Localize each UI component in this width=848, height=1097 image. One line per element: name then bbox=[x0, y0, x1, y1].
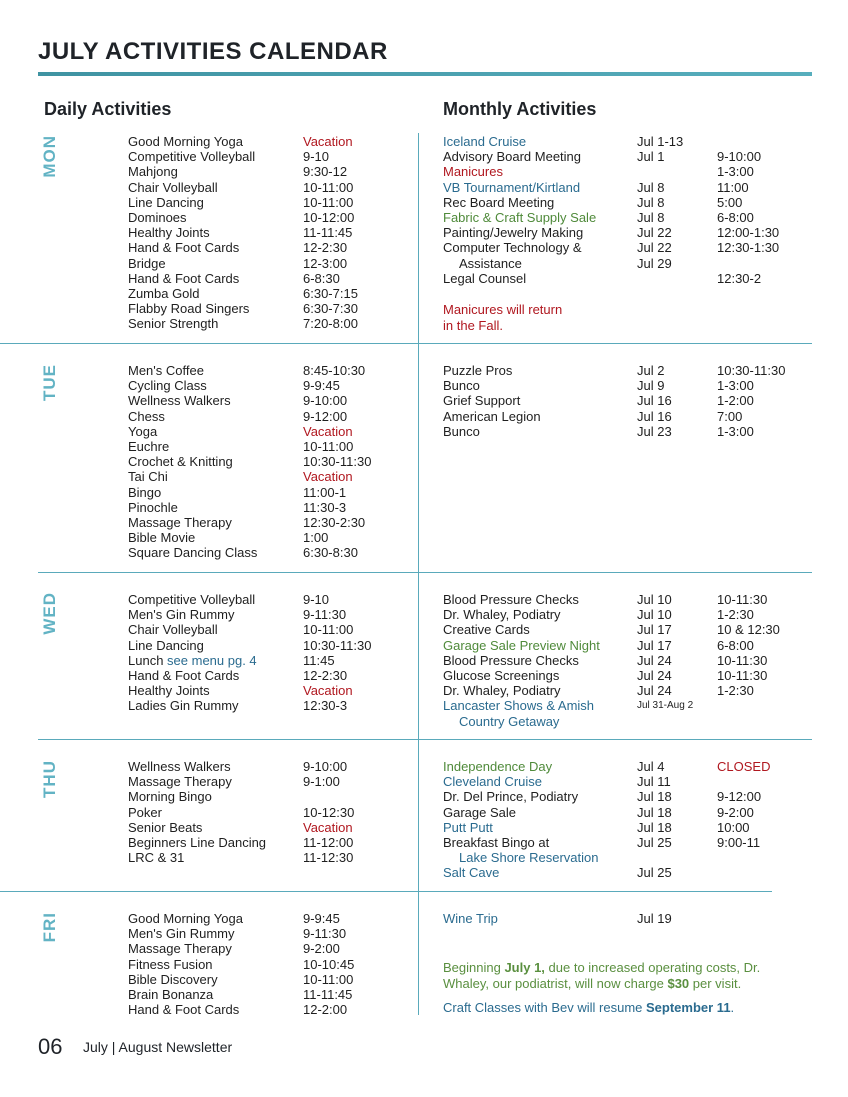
activity-name-text: Grief Support bbox=[443, 393, 521, 409]
activity-name bbox=[443, 759, 552, 774]
activity-time: 10-11:30 bbox=[717, 667, 768, 683]
activity-name-text: Bible Discovery bbox=[128, 971, 218, 987]
activity-name-text: Pinochle bbox=[128, 499, 178, 515]
activity-time: 10-11:00 bbox=[303, 438, 354, 454]
activity-name bbox=[128, 134, 243, 149]
activity-name-text: Dr. Whaley, Podiatry bbox=[443, 683, 561, 699]
activity-date: Jul 18 bbox=[637, 819, 672, 835]
column-divider bbox=[418, 133, 419, 1015]
activity-time: 8:45-10:30 bbox=[303, 363, 366, 378]
activity-name-text: Chair Volleyball bbox=[128, 179, 218, 195]
activity-name-text: Hand & Foot Cards bbox=[128, 270, 240, 286]
activity-time: 9-11:30 bbox=[303, 926, 347, 942]
activity-time: 10-12:00 bbox=[303, 209, 355, 225]
manicures-note-line2: in the Fall. bbox=[443, 318, 503, 333]
activity-date: Jul 11 bbox=[637, 774, 671, 790]
activity-name bbox=[128, 911, 243, 926]
activity-time: 12:30-1:30 bbox=[717, 240, 780, 256]
activity-name-text: Massage Therapy bbox=[128, 774, 232, 790]
activity-time: 12:30-2:30 bbox=[303, 514, 366, 530]
activity-name bbox=[128, 424, 157, 439]
activity-date: Jul 24 bbox=[637, 667, 672, 683]
activity-name bbox=[443, 668, 559, 683]
activity-name bbox=[128, 225, 210, 240]
day-label-mon: MON bbox=[40, 135, 59, 178]
activity-time: 9:30-12 bbox=[303, 164, 348, 180]
activity-name-text: Square Dancing Class bbox=[128, 545, 258, 561]
activity-name-text: Wine Trip bbox=[443, 911, 498, 926]
activity-name bbox=[128, 698, 239, 713]
activity-name-text: Zumba Gold bbox=[128, 285, 200, 301]
activity-name-text: Iceland Cruise bbox=[443, 134, 527, 149]
activity-time: 9-1:00 bbox=[303, 774, 340, 790]
activity-name-text: Glucose Screenings bbox=[443, 667, 560, 683]
activity-name bbox=[128, 835, 266, 850]
activity-name-text: Competitive Volleyball bbox=[128, 592, 256, 607]
activity-name bbox=[443, 622, 530, 637]
activity-name bbox=[128, 820, 202, 835]
activity-name bbox=[128, 941, 232, 956]
activity-name-text: Men's Gin Rummy bbox=[128, 926, 235, 942]
activity-name bbox=[128, 774, 232, 789]
activity-time: 10:00 bbox=[717, 819, 750, 835]
section-divider-mon-tue bbox=[0, 343, 812, 344]
page-number: 06 bbox=[38, 1034, 63, 1059]
activity-name bbox=[128, 469, 168, 484]
activity-time: 10 & 12:30 bbox=[717, 622, 780, 638]
activity-name bbox=[128, 1002, 239, 1017]
activity-date: Jul 25 bbox=[637, 834, 672, 850]
activity-name bbox=[443, 805, 516, 820]
activity-name bbox=[443, 225, 583, 240]
activity-date: Jul 1-13 bbox=[637, 134, 684, 149]
activity-name-text: Wellness Walkers bbox=[128, 759, 231, 774]
activity-time: 6:30-7:15 bbox=[303, 285, 358, 301]
activity-name bbox=[128, 805, 162, 820]
activity-name-text: VB Tournament/Kirtland bbox=[443, 179, 581, 195]
activity-date: Jul 10 bbox=[637, 607, 672, 623]
activity-name bbox=[128, 439, 169, 454]
activity-name bbox=[443, 683, 561, 698]
activity-name bbox=[443, 835, 549, 850]
activity-name bbox=[128, 149, 255, 164]
craft-classes-note bbox=[443, 1000, 803, 1016]
activity-date: Jul 8 bbox=[637, 179, 665, 195]
page-title: JULY ACTIVITIES CALENDAR bbox=[38, 38, 388, 65]
activity-name bbox=[443, 409, 541, 424]
activity-time: 11:00-1 bbox=[303, 484, 347, 500]
activity-name bbox=[128, 286, 200, 301]
activity-date: Jul 22 bbox=[637, 240, 672, 256]
activity-time: 12-2:30 bbox=[303, 240, 348, 256]
activity-name bbox=[128, 668, 239, 683]
activity-name bbox=[128, 454, 233, 469]
activity-name-text: Good Morning Yoga bbox=[128, 911, 243, 926]
activity-time: 6-8:00 bbox=[717, 637, 754, 653]
podiatry-note-text-1: Beginning bbox=[443, 960, 505, 975]
activity-name-text: Bible Movie bbox=[128, 530, 196, 546]
activity-name-text: Healthy Joints bbox=[128, 683, 210, 699]
activity-name bbox=[443, 256, 522, 271]
activity-name-text: Salt Cave bbox=[443, 865, 500, 881]
activity-name-text: Flabby Road Singers bbox=[128, 301, 250, 317]
activity-time: Vacation bbox=[303, 134, 353, 149]
activity-name bbox=[128, 638, 204, 653]
activity-name-text: Lancaster Shows & Amish bbox=[443, 698, 595, 714]
activity-name-text: Blood Pressure Checks bbox=[443, 652, 579, 668]
activity-date: Jul 16 bbox=[637, 408, 672, 424]
activity-name-text: Beginners Line Dancing bbox=[128, 834, 267, 850]
podiatry-note-date: July 1, bbox=[504, 960, 545, 975]
activity-time: 9-11:30 bbox=[303, 607, 347, 623]
activity-name-text: Fitness Fusion bbox=[128, 956, 213, 972]
manicures-note bbox=[443, 302, 562, 334]
activity-name bbox=[443, 271, 526, 286]
activity-name-text: Senior Beats bbox=[128, 819, 203, 835]
activity-name-text: Line Dancing bbox=[128, 194, 204, 210]
activity-name-text: Bunco bbox=[443, 378, 480, 394]
podiatry-note-text-3: per visit. bbox=[689, 976, 742, 991]
activity-time: 9:00-11 bbox=[717, 834, 761, 850]
activity-name-text: Healthy Joints bbox=[128, 225, 210, 241]
activity-time: 10-11:00 bbox=[303, 971, 354, 987]
activity-name bbox=[443, 714, 559, 729]
activity-name bbox=[443, 424, 480, 439]
activity-name-text: Poker bbox=[128, 804, 162, 820]
activity-name-text: Senior Strength bbox=[128, 316, 219, 332]
activity-name-text: Dr. Whaley, Podiatry bbox=[443, 607, 561, 623]
activity-name bbox=[128, 515, 232, 530]
section-divider-wed-thu bbox=[38, 739, 812, 740]
activity-date: Jul 25 bbox=[637, 865, 672, 881]
activity-name bbox=[443, 195, 554, 210]
activity-name bbox=[443, 210, 596, 225]
activity-name bbox=[128, 500, 178, 515]
activity-time: 6-8:00 bbox=[717, 209, 754, 225]
activity-time: 9-10:00 bbox=[303, 393, 348, 409]
activity-time: 1-2:30 bbox=[717, 683, 754, 699]
activity-name-text: Good Morning Yoga bbox=[128, 134, 243, 149]
activity-time: 11-11:45 bbox=[303, 986, 353, 1002]
activity-date: Jul 31-Aug 2 bbox=[637, 700, 694, 712]
activity-time: 11-12:00 bbox=[303, 834, 354, 850]
activity-name-text: Competitive Volleyball bbox=[128, 149, 256, 165]
activity-time: 11:00 bbox=[717, 179, 749, 195]
activity-name bbox=[443, 592, 579, 607]
activity-name bbox=[128, 164, 178, 179]
activity-name-text: Lake Shore Reservation bbox=[459, 850, 599, 866]
activity-name bbox=[443, 134, 526, 149]
day-label-tue: TUE bbox=[40, 364, 59, 401]
activity-name bbox=[128, 987, 213, 1002]
activity-name bbox=[443, 820, 493, 835]
activity-time: 12:30-3 bbox=[303, 698, 348, 714]
newsletter-label: July | August Newsletter bbox=[83, 1039, 233, 1055]
activity-name-text: Tai Chi bbox=[128, 469, 168, 485]
menu-reference-link[interactable]: see menu pg. 4 bbox=[167, 652, 257, 668]
activity-name bbox=[128, 592, 255, 607]
activity-time: 11:30-3 bbox=[303, 499, 347, 515]
activity-name bbox=[443, 774, 542, 789]
activity-name bbox=[128, 393, 231, 408]
activity-time: 10-12:30 bbox=[303, 804, 355, 820]
activity-name bbox=[128, 926, 235, 941]
activity-name-text: Euchre bbox=[128, 438, 170, 454]
activity-time: 10-11:30 bbox=[717, 592, 768, 607]
activity-name-text: Country Getaway bbox=[459, 713, 560, 729]
activity-time: 10:30-11:30 bbox=[303, 637, 372, 653]
podiatry-price-note bbox=[443, 960, 793, 992]
activity-time: 12-3:00 bbox=[303, 255, 348, 271]
activity-time: 9-2:00 bbox=[717, 804, 754, 820]
activity-name-text: LRC & 31 bbox=[128, 850, 185, 866]
activity-time: 11-12:30 bbox=[303, 850, 354, 866]
activity-name-text: Chair Volleyball bbox=[128, 622, 218, 638]
activity-name-text: Painting/Jewelry Making bbox=[443, 225, 584, 241]
activity-name bbox=[443, 850, 598, 865]
activity-name bbox=[128, 957, 213, 972]
activity-name-text: Men's Coffee bbox=[128, 363, 204, 378]
activity-name bbox=[128, 850, 184, 865]
activity-name-text: Putt Putt bbox=[443, 819, 493, 835]
activity-name bbox=[128, 210, 187, 225]
activity-name-text: Blood Pressure Checks bbox=[443, 592, 579, 607]
activity-name bbox=[443, 865, 499, 880]
activity-date: Jul 17 bbox=[637, 622, 672, 638]
activity-name bbox=[128, 240, 239, 255]
activity-date: Jul 23 bbox=[637, 423, 672, 439]
activity-name bbox=[128, 683, 210, 698]
activity-time: 12:00-1:30 bbox=[717, 225, 780, 241]
activity-name bbox=[128, 789, 212, 804]
activity-name bbox=[443, 378, 480, 393]
activity-name bbox=[128, 409, 165, 424]
activity-name-text: Hand & Foot Cards bbox=[128, 1002, 240, 1018]
activity-date: Jul 4 bbox=[637, 759, 665, 774]
activity-name-text: Dr. Del Prince, Podiatry bbox=[443, 789, 579, 805]
activity-name-text: Garage Sale Preview Night bbox=[443, 637, 600, 653]
activity-name-text: Hand & Foot Cards bbox=[128, 240, 240, 256]
activity-name bbox=[443, 393, 520, 408]
activity-name-text: Bunco bbox=[443, 423, 480, 439]
activity-time: 9-12:00 bbox=[303, 408, 348, 424]
activity-time: 12-2:00 bbox=[303, 1002, 348, 1018]
activity-name-text: Chess bbox=[128, 408, 165, 424]
activity-time: 10-10:45 bbox=[303, 956, 355, 972]
activity-name-text: Men's Gin Rummy bbox=[128, 607, 235, 623]
activity-name bbox=[443, 607, 561, 622]
activity-name-text: Hand & Foot Cards bbox=[128, 667, 240, 683]
activity-time: 9-2:00 bbox=[303, 941, 340, 957]
activity-date: Jul 18 bbox=[637, 804, 672, 820]
activity-name bbox=[128, 316, 218, 331]
activity-name bbox=[128, 545, 257, 560]
activity-name-text: Yoga bbox=[128, 423, 158, 439]
activity-name bbox=[128, 759, 231, 774]
activity-date: Jul 10 bbox=[637, 592, 672, 607]
activity-time: 9-10 bbox=[303, 149, 330, 165]
activity-date: Jul 2 bbox=[637, 363, 665, 378]
activity-time: 9-10:00 bbox=[303, 759, 348, 774]
activity-name bbox=[128, 195, 204, 210]
activity-name-text: Cleveland Cruise bbox=[443, 774, 542, 790]
activity-time: Vacation bbox=[303, 683, 353, 699]
activity-time: 6:30-7:30 bbox=[303, 301, 358, 317]
activity-name-text: Morning Bingo bbox=[128, 789, 212, 805]
activity-time: 10-11:00 bbox=[303, 194, 354, 210]
activity-name-text: Mahjong bbox=[128, 164, 178, 180]
day-label-fri: FRI bbox=[40, 912, 59, 943]
activity-date: Jul 18 bbox=[637, 789, 672, 805]
activity-name-text: Massage Therapy bbox=[128, 941, 232, 957]
daily-activities-heading: Daily Activities bbox=[44, 99, 172, 119]
activity-time: 11:45 bbox=[303, 652, 335, 668]
activity-name-text: Massage Therapy bbox=[128, 514, 232, 530]
craft-note-text-1: Craft Classes with Bev will resume bbox=[443, 1000, 646, 1015]
activity-name bbox=[128, 530, 195, 545]
activity-date: Jul 8 bbox=[637, 209, 665, 225]
activity-name bbox=[128, 271, 239, 286]
activity-time: 1-2:30 bbox=[717, 607, 754, 623]
activity-time: 1-3:00 bbox=[717, 378, 754, 394]
activity-name-text: Fabric & Craft Supply Sale bbox=[443, 209, 597, 225]
activity-time: Vacation bbox=[303, 469, 353, 485]
activity-name bbox=[128, 485, 161, 500]
activity-name bbox=[443, 698, 594, 713]
activity-date: Jul 22 bbox=[637, 225, 672, 241]
craft-note-date: September 11 bbox=[646, 1000, 731, 1015]
activity-name bbox=[443, 240, 582, 255]
activity-name-text: Manicures bbox=[443, 164, 503, 180]
activity-name bbox=[128, 256, 166, 271]
craft-note-text-2: . bbox=[730, 1000, 735, 1015]
activity-time: 9-10 bbox=[303, 592, 330, 607]
title-divider bbox=[38, 72, 812, 76]
activity-name bbox=[443, 180, 580, 195]
section-divider-tue-wed bbox=[38, 572, 812, 573]
activity-time: Vacation bbox=[303, 423, 353, 439]
activity-time: 10-11:00 bbox=[303, 179, 354, 195]
podiatry-note-text-2: due to increased operating costs, Dr. Whaley, our podiatrist, will now charge bbox=[443, 960, 761, 991]
activity-name bbox=[128, 607, 235, 622]
activity-name bbox=[443, 789, 578, 804]
activity-name-text: Assistance bbox=[459, 255, 522, 271]
podiatry-note-price: $30 bbox=[667, 976, 690, 991]
activity-name bbox=[128, 622, 218, 637]
activity-name-text: Ladies Gin Rummy bbox=[128, 698, 239, 714]
manicures-note-line1: Manicures will return bbox=[443, 302, 563, 317]
activity-name-text: Lunch bbox=[128, 652, 164, 668]
activity-date: Jul 1 bbox=[637, 149, 665, 165]
day-label-thu: THU bbox=[40, 760, 59, 798]
activity-name-text: Brain Bonanza bbox=[128, 986, 214, 1002]
activity-time: 10:30-11:30 bbox=[717, 363, 786, 378]
activity-name-text: Puzzle Pros bbox=[443, 363, 513, 378]
activity-name-text: Advisory Board Meeting bbox=[443, 149, 582, 165]
activity-name bbox=[443, 638, 600, 653]
activity-name bbox=[443, 164, 503, 179]
activity-name bbox=[128, 180, 218, 195]
activity-name bbox=[443, 149, 581, 164]
activity-time: 9-9:45 bbox=[303, 911, 340, 926]
activity-date: Jul 9 bbox=[637, 378, 665, 394]
activity-time: 1-3:00 bbox=[717, 423, 754, 439]
activity-time: 10:30-11:30 bbox=[303, 454, 372, 470]
activity-time: 7:20-8:00 bbox=[303, 316, 358, 332]
activity-name-text: Creative Cards bbox=[443, 622, 530, 638]
activity-name bbox=[128, 378, 207, 393]
activity-time: CLOSED bbox=[717, 759, 771, 774]
activity-time: 12:30-2 bbox=[717, 270, 762, 286]
activity-time: 5:00 bbox=[717, 194, 743, 210]
activity-name-text: Line Dancing bbox=[128, 637, 204, 653]
activity-time: 9-12:00 bbox=[717, 789, 762, 805]
activity-date: Jul 17 bbox=[637, 637, 672, 653]
activity-name-text: Bridge bbox=[128, 255, 166, 271]
activity-time: 7:00 bbox=[717, 408, 743, 424]
activity-name-text: Crochet & Knitting bbox=[128, 454, 233, 470]
activity-date: Jul 19 bbox=[637, 911, 672, 926]
activity-name-text: Independence Day bbox=[443, 759, 553, 774]
activity-name-text: Cycling Class bbox=[128, 378, 207, 394]
activity-time: 6:30-8:30 bbox=[303, 545, 358, 561]
activity-time: 1:00 bbox=[303, 530, 329, 546]
activity-time: 9-10:00 bbox=[717, 149, 762, 165]
activity-time: 6-8:30 bbox=[303, 270, 340, 286]
activity-date: Jul 16 bbox=[637, 393, 672, 409]
activity-name-text: Wellness Walkers bbox=[128, 393, 231, 409]
activity-name bbox=[128, 972, 218, 987]
activity-time: 10-11:00 bbox=[303, 622, 354, 638]
activity-name-text: Rec Board Meeting bbox=[443, 194, 555, 210]
activity-name-text: Computer Technology & bbox=[443, 240, 582, 256]
activity-time: 12-2:30 bbox=[303, 667, 348, 683]
activity-name-text: Legal Counsel bbox=[443, 270, 527, 286]
activity-date: Jul 29 bbox=[637, 255, 672, 271]
activity-name bbox=[443, 911, 498, 926]
activity-time: 11-11:45 bbox=[303, 225, 353, 241]
activity-name-text: Breakfast Bingo at bbox=[443, 834, 550, 850]
activity-time: 9-9:45 bbox=[303, 378, 340, 394]
activity-name bbox=[128, 653, 257, 668]
activity-name-text: Garage Sale bbox=[443, 804, 516, 820]
activity-name-text: Bingo bbox=[128, 484, 162, 500]
activity-name bbox=[443, 363, 512, 378]
monthly-activities-heading: Monthly Activities bbox=[443, 99, 597, 119]
activity-name bbox=[443, 653, 579, 668]
activity-date: Jul 24 bbox=[637, 683, 672, 699]
activity-time: Vacation bbox=[303, 819, 353, 835]
activity-time: 1-2:00 bbox=[717, 393, 754, 409]
day-label-wed: WED bbox=[40, 592, 59, 635]
section-divider-thu-fri bbox=[0, 891, 772, 892]
activity-name-text: American Legion bbox=[443, 408, 541, 424]
activity-time: 10-11:30 bbox=[717, 652, 768, 668]
activity-name bbox=[128, 363, 204, 378]
activity-date: Jul 8 bbox=[637, 194, 665, 210]
activity-name bbox=[128, 301, 249, 316]
activity-time: 1-3:00 bbox=[717, 164, 754, 180]
activity-name-text: Dominoes bbox=[128, 209, 187, 225]
activity-date: Jul 24 bbox=[637, 652, 672, 668]
